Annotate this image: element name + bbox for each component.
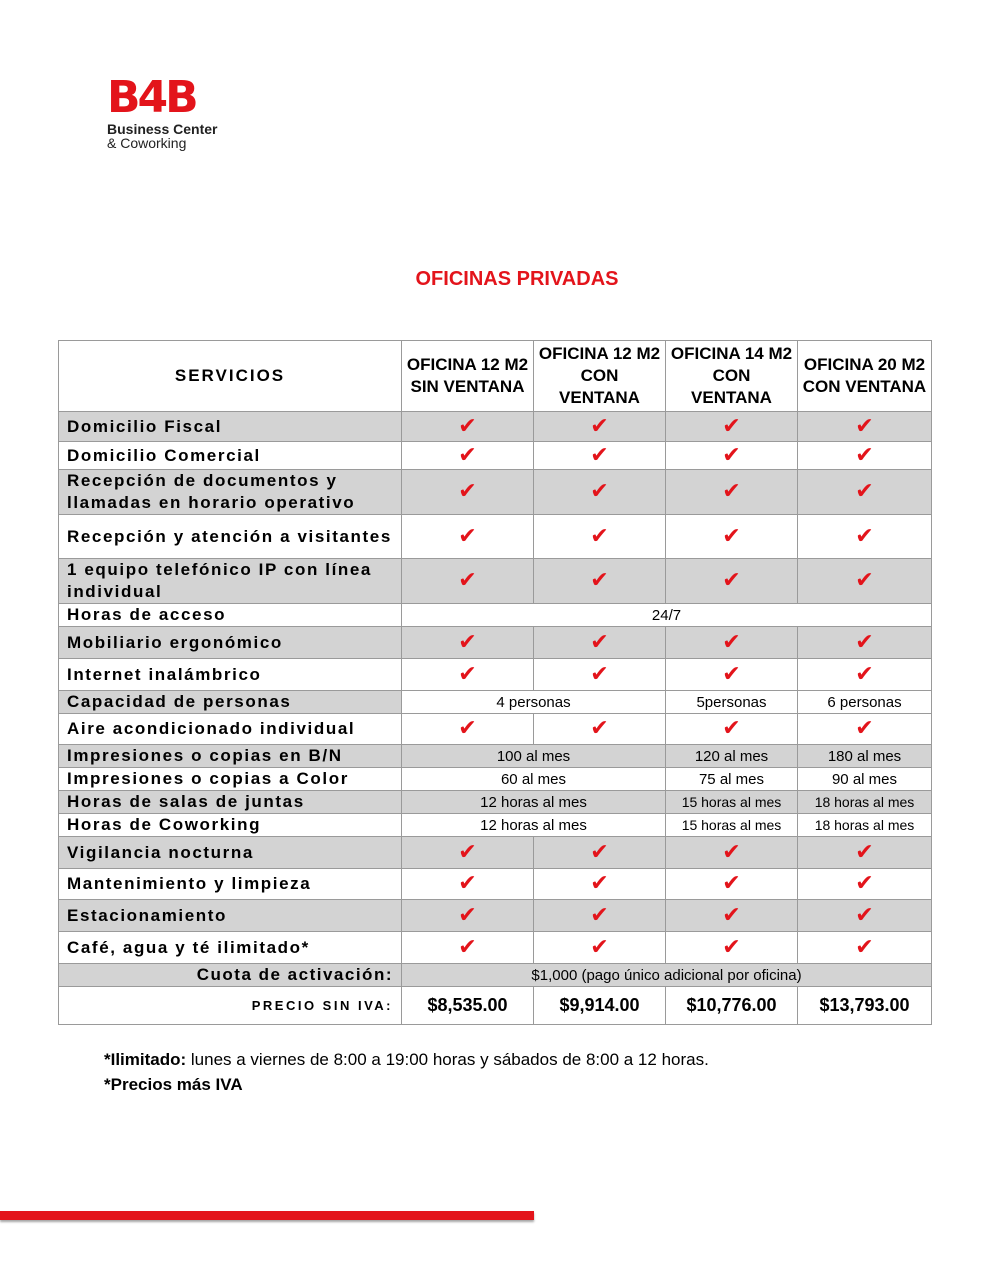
bw-copies-value: 180 al mes (798, 745, 932, 768)
price-row (59, 987, 932, 1025)
checkmark-icon: ✔ (590, 523, 609, 549)
price-office-12-con-ventana: $9,914.00 (534, 987, 666, 1025)
activation-label: Cuota de activación: (59, 964, 402, 987)
row-label: Impresiones o copias en B/N (59, 745, 402, 768)
color-copies-value: 90 al mes (798, 768, 932, 791)
b4b-logo (107, 72, 218, 151)
activation-row (59, 964, 932, 987)
checkmark-icon: ✔ (722, 523, 741, 549)
checkmark-icon: ✔ (458, 523, 477, 549)
checkmark-icon: ✔ (458, 716, 477, 741)
checkmark-icon: ✔ (590, 629, 609, 655)
header-office-12-sin-ventana: OFICINA 12 M2 SIN VENTANA (402, 341, 534, 412)
row-label: Recepción de documentos y llamadas en horario operativo (59, 470, 402, 515)
checkmark-icon: ✔ (722, 839, 741, 865)
header-office-12-con-ventana: OFICINA 12 M2 CON VENTANA (534, 341, 666, 412)
row-label: Vigilancia nocturna (59, 837, 402, 869)
checkmark-icon: ✔ (855, 661, 874, 687)
row-label: Horas de Coworking (59, 814, 402, 837)
checkmark-icon: ✔ (590, 902, 609, 928)
bw-copies-value: 120 al mes (666, 745, 798, 768)
table-row (59, 470, 932, 515)
row-label: Domicilio Fiscal (59, 412, 402, 442)
footnote-unlimited-label: *Ilimitado: (104, 1050, 187, 1069)
checkmark-icon: ✔ (590, 839, 609, 865)
table-row (59, 791, 932, 814)
price-office-12-sin-ventana: $8,535.00 (402, 987, 534, 1025)
logo-line-coworking: & Coworking (107, 135, 187, 151)
checkmark-icon: ✔ (590, 934, 609, 960)
logo-mark: B4B (107, 72, 196, 123)
checkmark-icon: ✔ (855, 902, 874, 928)
header-office-20-con-ventana: OFICINA 20 M2 CON VENTANA (798, 341, 932, 412)
row-label: Café, agua y té ilimitado* (59, 932, 402, 964)
row-label: Impresiones o copias a Color (59, 768, 402, 791)
checkmark-icon: ✔ (458, 839, 477, 865)
checkmark-icon: ✔ (855, 442, 874, 468)
checkmark-icon: ✔ (458, 629, 477, 655)
table-row (59, 627, 932, 659)
checkmark-icon: ✔ (458, 442, 477, 468)
row-label: Mobiliario ergonómico (59, 627, 402, 659)
coworking-hours-value: 18 horas al mes (798, 814, 932, 837)
logo-line-business-center: Business Center (107, 121, 218, 137)
table-row (59, 869, 932, 900)
checkmark-icon: ✔ (722, 716, 741, 741)
price-office-20-con-ventana: $13,793.00 (798, 987, 932, 1025)
coworking-hours-value: 15 horas al mes (666, 814, 798, 837)
table-row (59, 745, 932, 768)
color-copies-value: 75 al mes (666, 768, 798, 791)
header-office-14-con-ventana: OFICINA 14 M2 CON VENTANA (666, 341, 798, 412)
row-label: Aire acondicionado individual (59, 714, 402, 745)
checkmark-icon: ✔ (855, 839, 874, 865)
row-label: Horas de salas de juntas (59, 791, 402, 814)
checkmark-icon: ✔ (722, 871, 741, 896)
row-label: Estacionamiento (59, 900, 402, 932)
checkmark-icon: ✔ (722, 479, 741, 504)
table-row (59, 659, 932, 691)
activation-value: $1,000 (pago único adicional por oficina) (402, 964, 932, 987)
table-row (59, 837, 932, 869)
checkmark-icon: ✔ (855, 716, 874, 741)
checkmark-icon: ✔ (458, 902, 477, 928)
meeting-room-hours-value: 15 horas al mes (666, 791, 798, 814)
table-row (59, 768, 932, 791)
row-label: Capacidad de personas (59, 691, 402, 714)
color-copies-value: 60 al mes (402, 768, 666, 791)
checkmark-icon: ✔ (855, 934, 874, 960)
checkmark-icon: ✔ (855, 629, 874, 655)
checkmark-icon: ✔ (855, 413, 874, 439)
meeting-room-hours-value: 12 horas al mes (402, 791, 666, 814)
checkmark-icon: ✔ (458, 934, 477, 960)
row-label: Mantenimiento y limpieza (59, 869, 402, 900)
checkmark-icon: ✔ (458, 479, 477, 504)
table-row (59, 442, 932, 470)
checkmark-icon: ✔ (855, 568, 874, 593)
checkmark-icon: ✔ (722, 568, 741, 593)
bw-copies-value: 100 al mes (402, 745, 666, 768)
checkmark-icon: ✔ (590, 442, 609, 468)
checkmark-icon: ✔ (590, 413, 609, 439)
checkmark-icon: ✔ (590, 479, 609, 504)
checkmark-icon: ✔ (458, 871, 477, 896)
checkmark-icon: ✔ (855, 523, 874, 549)
capacity-value: 4 personas (402, 691, 666, 714)
checkmark-icon: ✔ (722, 413, 741, 439)
price-label: PRECIO SIN IVA: (59, 987, 402, 1025)
header-services: SERVICIOS (59, 341, 402, 412)
table-row (59, 814, 932, 837)
page-title: OFICINAS PRIVADAS (415, 268, 619, 290)
table-row (59, 714, 932, 745)
checkmark-icon: ✔ (590, 716, 609, 741)
capacity-value: 5personas (666, 691, 798, 714)
row-label: Horas de acceso (59, 604, 402, 627)
checkmark-icon: ✔ (722, 629, 741, 655)
row-label: 1 equipo telefónico IP con línea individual (59, 559, 402, 604)
access-hours-value: 24/7 (402, 604, 932, 627)
services-table (58, 340, 932, 1025)
table-row (59, 604, 932, 627)
checkmark-icon: ✔ (458, 661, 477, 687)
table-header-row (59, 341, 932, 412)
checkmark-icon: ✔ (722, 902, 741, 928)
capacity-value: 6 personas (798, 691, 932, 714)
checkmark-icon: ✔ (590, 661, 609, 687)
table-row (59, 932, 932, 964)
table-row (59, 900, 932, 932)
checkmark-icon: ✔ (855, 479, 874, 504)
checkmark-icon: ✔ (590, 568, 609, 593)
row-label: Internet inalámbrico (59, 659, 402, 691)
table-row (59, 559, 932, 604)
table-row (59, 412, 932, 442)
checkmark-icon: ✔ (855, 871, 874, 896)
table-row (59, 515, 932, 559)
checkmark-icon: ✔ (722, 442, 741, 468)
checkmark-icon: ✔ (722, 934, 741, 960)
row-label: Recepción y atención a visitantes (59, 515, 402, 559)
checkmark-icon: ✔ (722, 661, 741, 687)
footnote-prices-label: *Precios más IVA (104, 1075, 243, 1094)
coworking-hours-value: 12 horas al mes (402, 814, 666, 837)
checkmark-icon: ✔ (458, 413, 477, 439)
footer-red-bar (0, 1211, 534, 1220)
checkmark-icon: ✔ (590, 871, 609, 896)
price-office-14-con-ventana: $10,776.00 (666, 987, 798, 1025)
footnote-prices (104, 1072, 709, 1097)
footnotes (104, 1047, 709, 1097)
footnote-unlimited (104, 1047, 709, 1072)
row-label: Domicilio Comercial (59, 442, 402, 470)
table-row (59, 691, 932, 714)
checkmark-icon: ✔ (458, 568, 477, 593)
footnote-unlimited-text: lunes a viernes de 8:00 a 19:00 horas y sábados de 8:00 a 12 horas. (186, 1050, 709, 1069)
meeting-room-hours-value: 18 horas al mes (798, 791, 932, 814)
